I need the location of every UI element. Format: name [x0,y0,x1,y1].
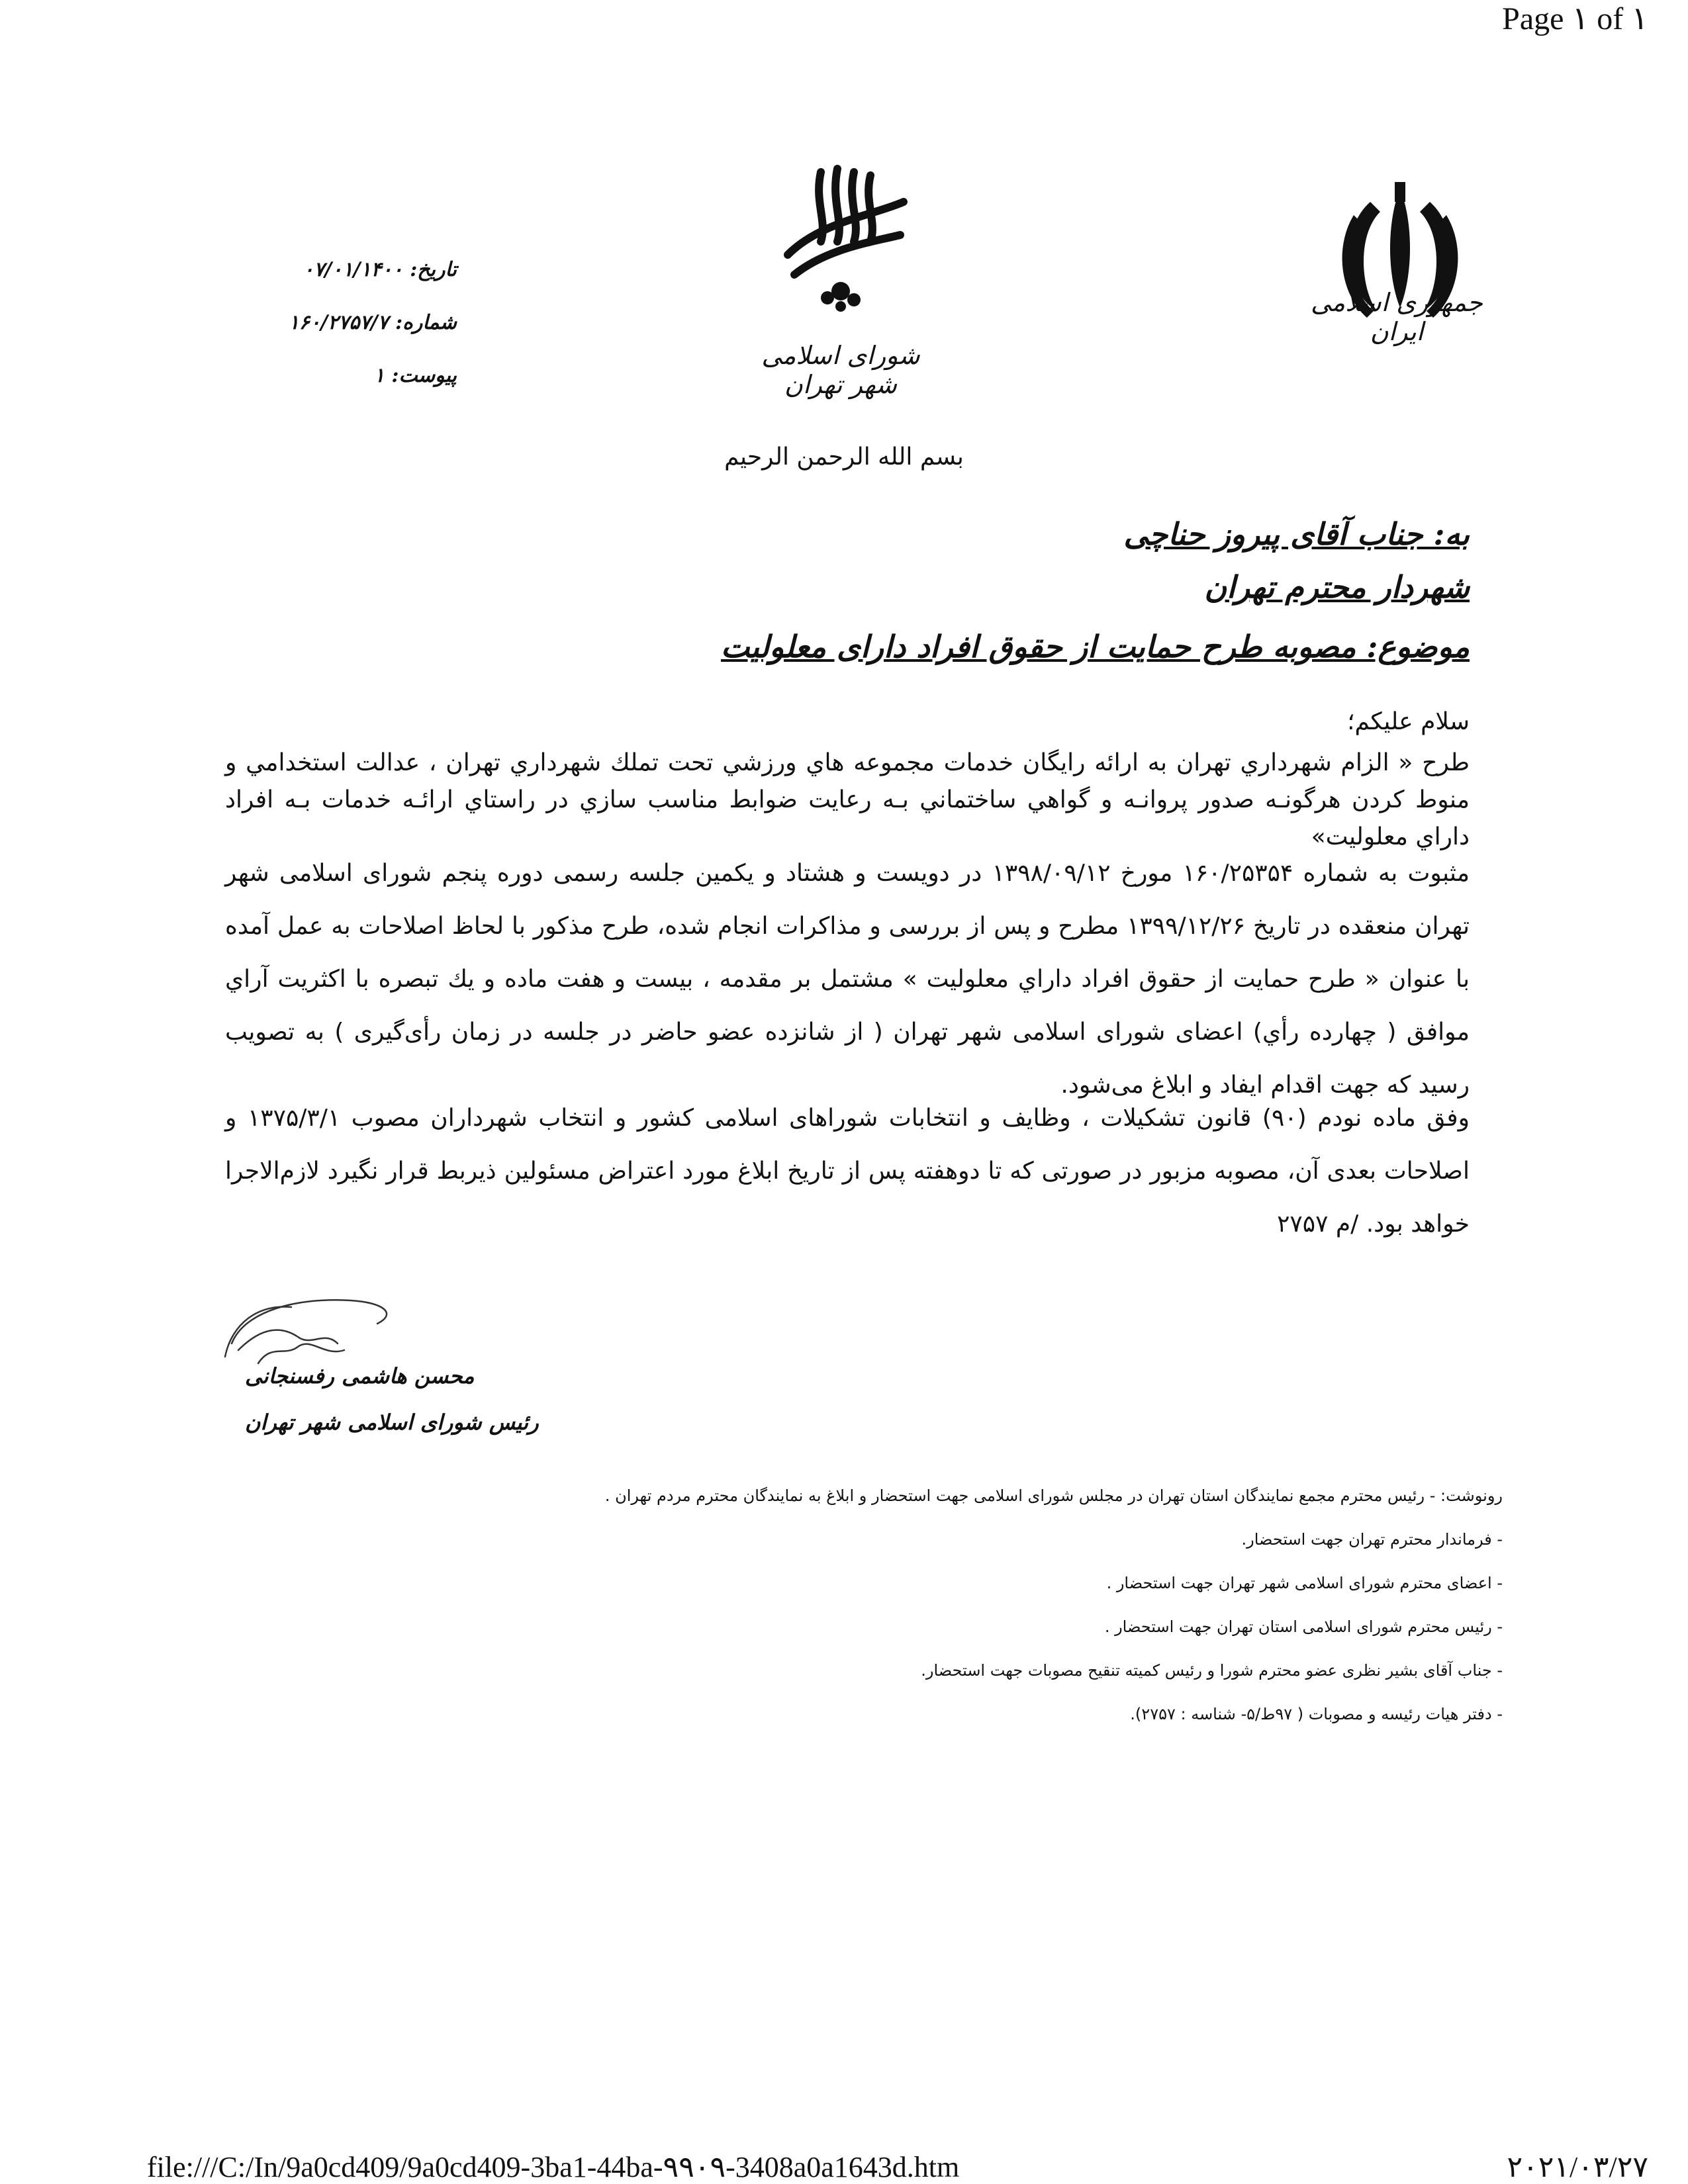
tehran-council-logo-icon [774,162,914,314]
print-date: ۲۰۲۱/۰۳/۲۷ [1507,2151,1648,2183]
body-paragraph-1: طرح « الزام شهرداري تهران به ارائه رايگان خدمات مجموعه هاي ورزشي تحت تملك شهرداري تهران ، عدالت استخدامي و منوط كردن هرگونـه صدور پروانـه و گواهي ساختماني بـه رعايت ضوابط مناسب سازي در راستاي ارائـه خدمات بـه افراد داراي معلوليت» [225,749,1470,850]
copies-item: - دفتر هیات رئیسه و مصوبات ( ۹۷ط/۵- شناسه : ۲۷۵۷). [1130,1705,1503,1723]
file-path: file:///C:/In/9a0cd409/9a0cd409-3ba1-44ba-۹۹۰۹-3408a0a1643d.htm [147,2151,960,2183]
letter-date: تاریخ: ۰۷/۰۱/۱۴۰۰ [303,258,457,281]
letter-subject: موضوع: مصوبه طرح حمایت از حقوق افراد دارای معلولیت [721,629,1470,664]
body-paragraph-3: وفق ماده نودم (۹۰) قانون تشکیلات ، وظایف و انتخابات شوراهای اسلامی کشور و انتخاب شهرداران مصوب ۱۳۷۵/۳/۱ و اصلاحات بعدی آن، مصوبه مزبور در صورتی که تا دوهفته پس از تاریخ ابلاغ مورد اعتراض مسئولین ذیربط قرار نگیرد لازم‌الاجرا خواهد بود. /م ۲۷۵۷ [225,1105,1470,1238]
copies-item: - اعضای محترم شورای اسلامی شهر تهران جهت استحضار . [1106,1574,1503,1592]
signer-name: محسن هاشمی رفسنجانی [245,1363,475,1388]
salutation: سلام علیکم؛ [1347,708,1470,735]
copies-item: - رئیس محترم شورای اسلامی استان تهران جهت استحضار . [1104,1617,1503,1636]
addressee: به: جناب آقای پیروز حناچی [1123,516,1470,552]
copies-item: - جناب آقای بشیر نظری عضو محترم شورا و رئیس کمیته تنقیح مصوبات جهت استحضار. [921,1661,1503,1680]
body-paragraph-2: مثبوت به شماره ۱۶۰/۲۵۳۵۴ مورخ ۱۳۹۸/۰۹/۱۲ در دویست و هشتاد و یکمین جلسه رسمی دوره پنجم شورای اسلامی شهر تهران منعقده در تاریخ ۱۳۹۹/۱۲/۲۶ مطرح و پس از بررسی و مذاکرات انجام شده، طرح مذکور با لحاظ اصلاحات به عمل آمده با عنوان « طرح حمايت از حقوق افراد داراي معلوليت » مشتمل بر مقدمه ، بیست و هفت ماده و یك تبصره با اكثريت آراي موافق ( چهارده رأي) اعضای شورای اسلامی شهر تهران ( از شانزده عضو حاضر در جلسه در زمان رأی‌گیری ) به تصویب رسید که جهت اقدام ایفاد و ابلاغ می‌شود. [225,860,1470,1099]
basmala: بسم الله الرحمن الرحیم [724,443,964,471]
iran-emblem-caption: جمهوری اسلامی ایران [1311,288,1483,346]
copies-first-line: رونوشت: - رئیس محترم مجمع نمایندگان استان تهران در مجلس شورای اسلامی جهت استحضار و ابلاغ به نمایندگان محترم مردم تهران . [604,1486,1503,1505]
copies-item: - فرماندار محترم تهران جهت استحضار. [1241,1530,1503,1549]
letter-attachment: پیوست: ۱ [373,364,457,387]
addressee-title: شهردار محترم تهران [1204,569,1470,605]
council-logo-caption: شورای اسلامی شهر تهران [761,341,920,399]
signer-title: رئیس شورای اسلامی شهر تهران [245,1410,539,1435]
copies-list [444,1482,1503,1745]
letter-number: شماره: ۱۶۰/۲۷۵۷/۷ [288,311,457,334]
page-number: Page ۱ of ۱ [1502,1,1648,36]
